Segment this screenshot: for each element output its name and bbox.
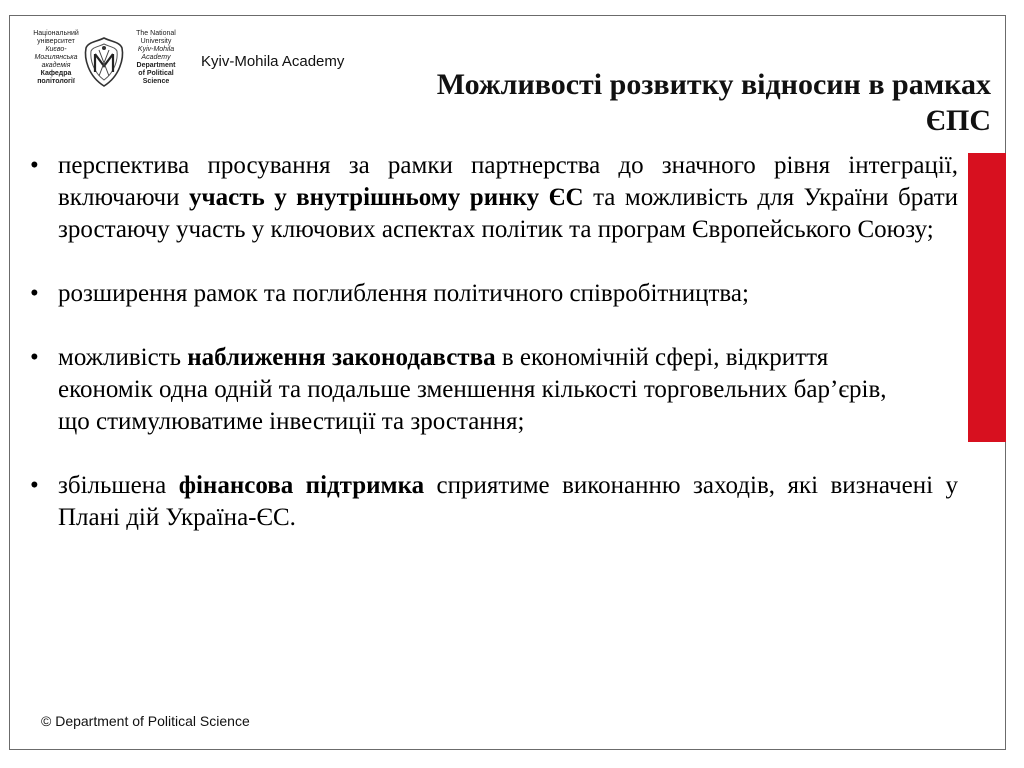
bullet-marker: • bbox=[30, 152, 39, 179]
bold-phrase: наближення законодавства bbox=[187, 344, 496, 371]
slide-title bbox=[291, 67, 991, 139]
bullet-text: можливість наближення законодавства в економічній сфері, відкриття економік одна одній та подальше зменшення кількості торговельних бар’єрів, що стимулюватиме інвестиції та зростання; bbox=[58, 344, 887, 435]
logo-ukrainian-text: Національний університет Києво- Могилянська академія Кафедра політології bbox=[33, 30, 79, 85]
slide-title-line-1: Можливості розвитку відносин в рамках bbox=[436, 68, 991, 101]
bullet-item bbox=[30, 278, 958, 310]
slide-title-line-2: ЄПС bbox=[925, 104, 991, 137]
university-logo bbox=[20, 26, 190, 88]
academy-name: Kyiv-Mohila Academy bbox=[201, 53, 345, 70]
slide-body bbox=[30, 150, 958, 534]
bullet-text: перспектива просування за рамки партнерства до значного рівня інтеграції, включаючи участь у внутрішньому ринку ЄС та можливість для України брати зростаючу участь у ключових аспектах політик та програм Європейського Союзу; bbox=[58, 152, 958, 243]
bullet-text: збільшена фінансова підтримка сприятиме виконанню заходів, які визначені у Плані дій Україна-ЄС. bbox=[58, 472, 958, 531]
bullet-marker: • bbox=[30, 280, 39, 307]
bullet-marker: • bbox=[30, 472, 39, 499]
footer-copyright: © Department of Political Science bbox=[41, 713, 250, 729]
bullet-item bbox=[30, 470, 958, 534]
bold-phrase: фінансова підтримка bbox=[178, 472, 425, 499]
bold-phrase: участь у внутрішньому ринку ЄС bbox=[189, 184, 584, 211]
bullet-item bbox=[30, 342, 958, 438]
bullet-item bbox=[30, 150, 958, 246]
logo-english-text: The National University Kyiv-Mohila Academy Department of Political Science bbox=[136, 30, 176, 85]
crest-icon bbox=[82, 36, 126, 88]
bullet-text: розширення рамок та поглиблення політичного співробітництва; bbox=[58, 280, 749, 307]
red-accent-bar bbox=[968, 153, 1006, 442]
bullet-marker: • bbox=[30, 344, 39, 371]
